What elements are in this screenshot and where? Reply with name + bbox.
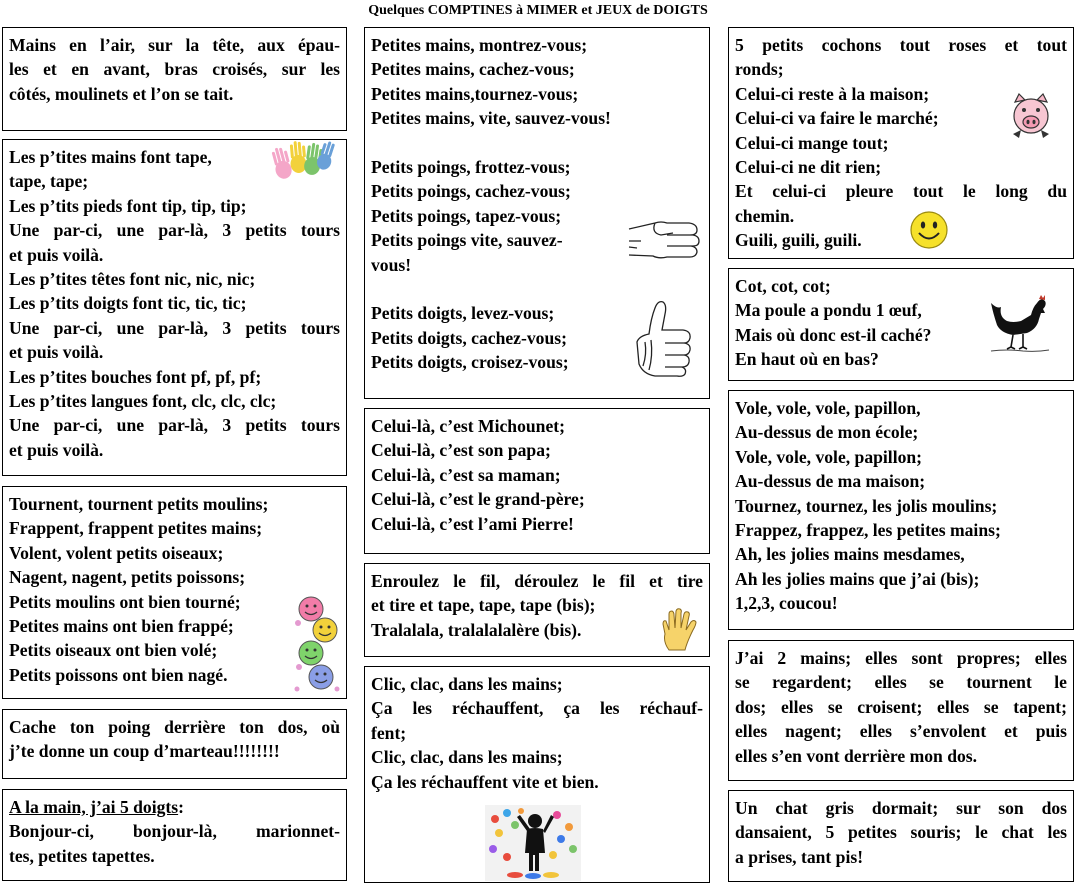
text-line: Celui-là, c’est Michounet; bbox=[371, 416, 565, 436]
text-line: Petites mains, cachez-vous; bbox=[371, 59, 575, 80]
pig-icon bbox=[1005, 92, 1057, 142]
text-line: Mains en l’air, sur la tête, aux épau- bbox=[9, 35, 340, 55]
text-line: et puis voilà. bbox=[9, 244, 104, 265]
text-line: Cot, cot, cot; bbox=[735, 276, 831, 296]
text-line: Petits poings, cachez-vous; bbox=[371, 181, 571, 202]
text-line: elles nagent; elles s’envolent et puis bbox=[735, 721, 1067, 742]
text-line: Celui-ci va faire le marché; bbox=[735, 108, 939, 129]
text-line: et tire et tape, tape, tape (bis); bbox=[371, 595, 596, 616]
thumbs-up-icon bbox=[629, 296, 699, 378]
text-line: Celui-là, c’est l’ami Pierre! bbox=[371, 513, 574, 534]
text-line: 5 petits cochons tout roses et tout bbox=[735, 35, 1067, 55]
text-line: Les p’tites bouches font pf, pf, pf; bbox=[9, 366, 262, 387]
text-line: Ça les réchauffent, ça les réchauf- bbox=[371, 698, 703, 719]
text-line: et puis voilà. bbox=[9, 439, 104, 460]
text-line: Les p’tites mains font tape, bbox=[9, 147, 212, 167]
rhyme-heading: A la main, j’ai 5 doigts bbox=[9, 797, 179, 817]
text-line: Vole, vole, vole, papillon; bbox=[735, 446, 923, 467]
text-line: Ah, les jolies mains mesdames, bbox=[735, 544, 965, 565]
text-line: Celui-ci mange tout; bbox=[735, 132, 889, 153]
text-line: Celui-là, c’est son papa; bbox=[371, 440, 551, 461]
text-line: a prises, tant pis! bbox=[735, 846, 864, 867]
text-line: Petites mains, montrez-vous; bbox=[371, 35, 588, 55]
text-line: Petits poings, tapez-vous; bbox=[371, 205, 562, 226]
text-line: Enroulez le fil, déroulez le fil et tire bbox=[371, 571, 703, 591]
text-line: Ça les réchauffent vite et bien. bbox=[371, 771, 599, 792]
text-line: Vole, vole, vole, papillon, bbox=[735, 398, 921, 418]
rhyme-clic-clac bbox=[364, 666, 710, 883]
text-line: Petits moulins ont bien tourné; bbox=[9, 591, 241, 612]
rhyme-petites-mains bbox=[364, 27, 710, 399]
text-line: Petits oiseaux ont bien volé; bbox=[9, 640, 218, 661]
rhyme-les-ptites-mains bbox=[2, 139, 347, 476]
text-line: et puis voilà. bbox=[9, 342, 104, 363]
text-line: Petits poings, frottez-vous; bbox=[371, 157, 571, 178]
rooster-icon bbox=[987, 293, 1051, 355]
text-line: Petites mains,tournez-vous; bbox=[371, 83, 579, 104]
text-line: Clic, clac, dans les mains; bbox=[371, 747, 563, 768]
text-line: Bonjour-ci, bonjour-là, marionnet- bbox=[9, 821, 340, 842]
text-line: Celui-là, c’est sa maman; bbox=[371, 464, 561, 485]
text-line: Au-dessus de mon école; bbox=[735, 422, 919, 443]
rhyme-a-la-main bbox=[2, 789, 347, 881]
open-hand-icon bbox=[659, 606, 699, 654]
fist-icon bbox=[627, 211, 703, 267]
rhyme-vole-papillon bbox=[728, 390, 1074, 630]
text-line: chemin. bbox=[735, 205, 795, 226]
rhyme-cache-ton-poing bbox=[2, 709, 347, 779]
text-line: Frappez, frappez, les petites mains; bbox=[735, 520, 1001, 541]
text-line: Tournez, tournez, les jolis moulins; bbox=[735, 495, 998, 516]
rhyme-cot-cot-cot bbox=[728, 268, 1074, 381]
page-title: Quelques COMPTINES à MIMER et JEUX de DOIGTS bbox=[368, 3, 708, 18]
child-handprints-icon bbox=[485, 805, 581, 881]
text-line: se regardent; elles se tournent le bbox=[735, 672, 1067, 693]
text-line: Celui-ci reste à la maison; bbox=[735, 83, 930, 104]
text-line: Petites mains ont bien frappé; bbox=[9, 616, 234, 637]
text-line: J’ai 2 mains; elles sont propres; elles bbox=[735, 648, 1067, 668]
text-line: Petits doigts, croisez-vous; bbox=[371, 352, 569, 373]
text-line: Les p’tits pieds font tip, tip, tip; bbox=[9, 195, 247, 216]
heading-colon: : bbox=[178, 797, 184, 817]
text-line: Les p’tites langues font, clc, clc, clc; bbox=[9, 391, 277, 412]
colorful-hands-icon bbox=[268, 139, 338, 180]
text-line: Guili, guili, guili. bbox=[735, 230, 862, 251]
text-line: fent; bbox=[371, 722, 407, 743]
rhyme-tournent-petits-moulins bbox=[2, 486, 347, 699]
rhyme-un-chat-gris bbox=[728, 790, 1074, 882]
text-line: Les p’tites têtes font nic, nic, nic; bbox=[9, 269, 256, 290]
text-line: Petites mains, vite, sauvez-vous! bbox=[371, 108, 611, 129]
text-line: Cache ton poing derrière ton dos, où bbox=[9, 717, 340, 737]
rhyme-5-petits-cochons bbox=[728, 27, 1074, 259]
text-line: Une par-ci, une par-là, 3 petits tours bbox=[9, 220, 340, 241]
text-line: ronds; bbox=[735, 59, 784, 80]
text-line: Ah les jolies mains que j’ai (bis); bbox=[735, 568, 980, 589]
text-line: Frappent, frappent petites mains; bbox=[9, 518, 263, 539]
blank-line bbox=[371, 131, 703, 155]
text-line: Celui-ci ne dit rien; bbox=[735, 157, 882, 178]
text-line: En haut où en bas? bbox=[735, 349, 879, 370]
text-line: 1,2,3, coucou! bbox=[735, 593, 838, 614]
text-line: Petits doigts, cachez-vous; bbox=[371, 327, 567, 348]
text-line: Ma poule a pondu 1 œuf, bbox=[735, 300, 922, 321]
text-line: Un chat gris dormait; sur son dos bbox=[735, 798, 1067, 818]
text-line: Et celui-ci pleure tout le long du bbox=[735, 181, 1067, 202]
smiley-icon bbox=[909, 210, 949, 250]
text-line: dos; elles se croisent; elles se tapent; bbox=[735, 696, 1067, 717]
text-line: tape, tape; bbox=[9, 171, 89, 192]
text-line: Clic, clac, dans les mains; bbox=[371, 674, 563, 694]
smiley-faces-icon bbox=[293, 593, 343, 695]
text-line: vous! bbox=[371, 254, 412, 275]
rhyme-celui-la bbox=[364, 408, 710, 554]
text-line: dansaient, 5 petites souris; le chat les bbox=[735, 822, 1067, 843]
text-line: j’te donne un coup d’marteau!!!!!!!! bbox=[9, 741, 280, 762]
text-line: Mais où donc est-il caché? bbox=[735, 324, 932, 345]
text-line: Une par-ci, une par-là, 3 petits tours bbox=[9, 317, 340, 338]
text-line: tes, petites tapettes. bbox=[9, 845, 155, 866]
text-line: Petits poissons ont bien nagé. bbox=[9, 664, 228, 685]
text-line: Tournent, tournent petits moulins; bbox=[9, 494, 269, 514]
text-line: Celui-là, c’est le grand-père; bbox=[371, 489, 585, 510]
text-line: Au-dessus de ma maison; bbox=[735, 471, 926, 492]
text-line: les et en avant, bras croisés, sur les bbox=[9, 59, 340, 80]
text-line: Les p’tits doigts font tic, tic, tic; bbox=[9, 293, 247, 314]
text-line: Tralalala, tralalalalère (bis). bbox=[371, 619, 582, 640]
text-line: Petits doigts, levez-vous; bbox=[371, 303, 555, 324]
text-line: côtés, moulinets et l’on se tait. bbox=[9, 83, 234, 104]
text-line: Une par-ci, une par-là, 3 petits tours bbox=[9, 415, 340, 436]
rhyme-j-ai-2-mains bbox=[728, 640, 1074, 781]
text-line: Nagent, nagent, petits poissons; bbox=[9, 567, 246, 588]
text-line: elles s’en vont derrière mon dos. bbox=[735, 745, 978, 766]
text-line: Petits poings vite, sauvez- bbox=[371, 230, 563, 251]
rhyme-mains-en-l-air bbox=[2, 27, 347, 131]
rhyme-enroulez-le-fil bbox=[364, 563, 710, 657]
text-line: Volent, volent petits oiseaux; bbox=[9, 542, 224, 563]
